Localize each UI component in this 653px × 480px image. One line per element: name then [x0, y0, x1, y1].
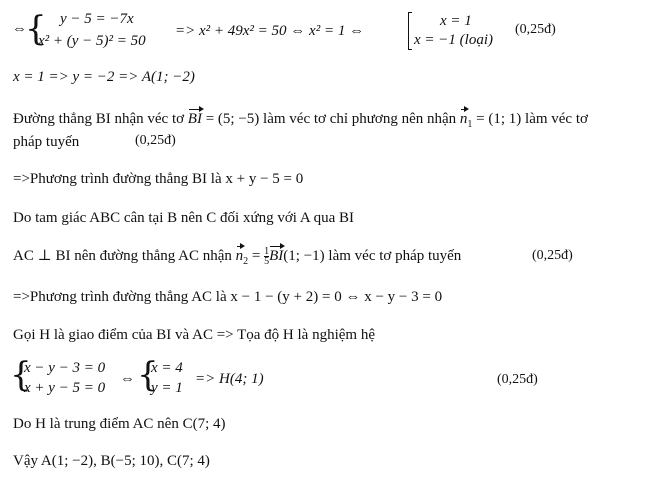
text-part: Đường thẳng BI nhận véc tơ: [13, 111, 188, 127]
solution-1: x = 1: [440, 13, 472, 29]
system2-eq2: x + y − 5 = 0: [24, 380, 106, 396]
system-brace-3: {: [137, 355, 159, 395]
system1-derivation: => x² + 49x² = 50 ⇔ x² = 1 ⇔: [175, 23, 365, 39]
conclusion-line: Vậy A(1; −2), B(−5; 10), C(7; 4): [13, 453, 210, 469]
n2-subscript: 2: [243, 256, 249, 267]
solution-2: x = −1 (loại): [414, 32, 493, 48]
bi-direction-line: [13, 110, 588, 134]
equals-sign: =: [248, 248, 265, 264]
n1-vector: n: [459, 111, 468, 127]
bi-equation-line: =>Phương trình đường thẳng BI là x + y − 5 = 0: [13, 171, 304, 187]
point-a-line: x = 1 => y = −2 => A(1; −2): [13, 69, 195, 85]
system1-eq2: x² + (y − 5)² = 50: [38, 33, 146, 49]
score-2: (0,25đ): [135, 133, 176, 148]
intersection-line: Gọi H là giao điểm của BI và AC => Tọa độ H là nghiệm hệ: [13, 327, 375, 343]
n2-vector: n: [235, 248, 244, 264]
system2-eq1: x − y − 3 = 0: [24, 360, 106, 376]
ac-equation-line: =>Phương trình đường thẳng AC là x − 1 − (y + 2) = 0 ⇔ x − y − 3 = 0: [13, 289, 443, 305]
system1-eq1: y − 5 = −7x: [60, 11, 134, 27]
solution-bracket: [408, 12, 412, 50]
system3-sol1: x = 4: [151, 360, 183, 376]
score-4: (0,25đ): [497, 372, 538, 387]
text-part: AC ⊥ BI nên đường thẳng AC nhận: [13, 248, 236, 264]
fraction-denominator: 5: [264, 256, 270, 268]
text-part: = (1; 1) làm véc tơ: [472, 111, 588, 127]
bi-vector: BI: [187, 111, 202, 127]
ac-normal-line: [13, 247, 461, 271]
system2-equivalence: ⇔: [120, 371, 135, 387]
symmetry-line: Do tam giác ABC cân tại B nên C đối xứng với A qua BI: [13, 210, 355, 226]
system3-sol2: y = 1: [151, 380, 183, 396]
point-h-result: => H(4; 1): [195, 371, 264, 387]
score-1: (0,25đ): [515, 22, 556, 37]
midpoint-line: Do H là trung điểm AC nên C(7; 4): [13, 416, 226, 432]
equivalence-symbol: ⇔: [12, 21, 27, 37]
system-brace-2: {: [10, 355, 32, 395]
score-3: (0,25đ): [532, 248, 573, 263]
fraction-numerator: 1: [264, 246, 270, 258]
normal-vector-label: pháp tuyến: [13, 134, 80, 150]
system-brace-1: {: [25, 9, 47, 49]
bi-vector: BI: [269, 248, 284, 264]
text-part: = (5; −5) làm véc tơ chỉ phương nên nhận: [201, 111, 460, 127]
n1-subscript: 1: [467, 119, 473, 130]
text-part: (1; −1) làm véc tơ pháp tuyến: [283, 248, 462, 264]
